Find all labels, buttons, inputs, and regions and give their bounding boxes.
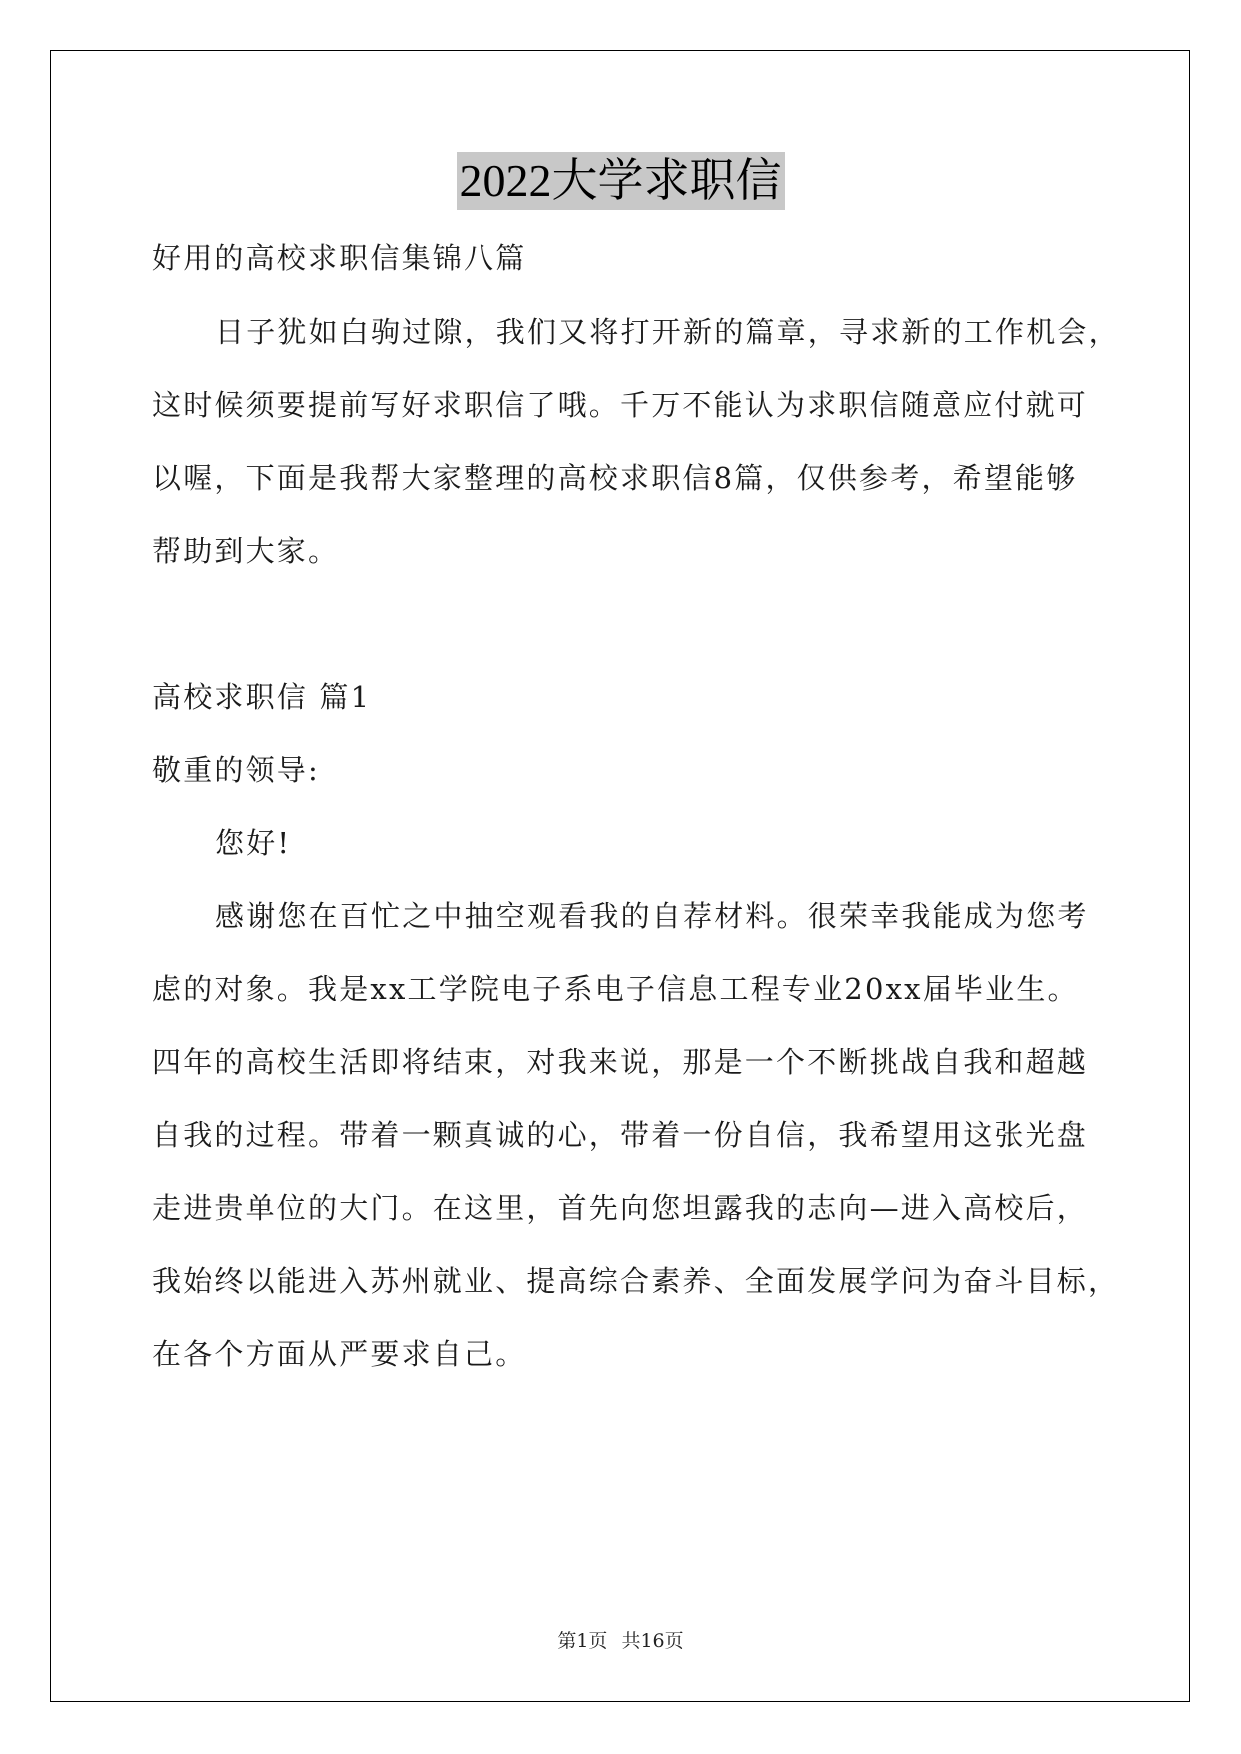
body-line-5: 走进贵单位的大门。在这里，首先向您坦露我的志向—进入高校后， [152,1191,1089,1225]
body-line-4: 自我的过程。带着一颗真诚的心，带着一份自信，我希望用这张光盘 [152,1118,1089,1152]
body-line-6: 我始终以能进入苏州就业、提高综合素养、全面发展学问为奋斗目标， [152,1264,1120,1298]
page-footer [0,1626,1241,1653]
intro-line-2: 这时候须要提前写好求职信了哦。千万不能认为求职信随意应付就可 [152,388,1089,422]
page-number: 第1页 [557,1630,608,1652]
salutation: 敬重的领导: [152,753,320,787]
document-title: 2022大学求职信 [457,152,785,210]
section-heading: 高校求职信 篇1 [152,680,372,714]
title-container [0,152,1241,210]
intro-line-3: 以喔，下面是我帮大家整理的高校求职信8篇，仅供参考，希望能够 [152,461,1078,495]
intro-line-4: 帮助到大家。 [152,534,340,568]
page-total: 共16页 [621,1630,684,1652]
document-subtitle: 好用的高校求职信集锦八篇 [152,241,527,275]
page-border [50,50,1190,1702]
body-line-1: 感谢您在百忙之中抽空观看我的自荐材料。很荣幸我能成为您考 [215,899,1089,933]
body-line-7: 在各个方面从严要求自己。 [152,1337,527,1371]
body-line-3: 四年的高校生活即将结束，对我来说，那是一个不断挑战自我和超越 [152,1045,1089,1079]
intro-line-1: 日子犹如白驹过隙，我们又将打开新的篇章，寻求新的工作机会， [215,315,1120,349]
body-line-2: 虑的对象。我是xx工学院电子系电子信息工程专业20xx届毕业生。 [152,972,1079,1006]
greeting: 您好! [215,826,292,860]
